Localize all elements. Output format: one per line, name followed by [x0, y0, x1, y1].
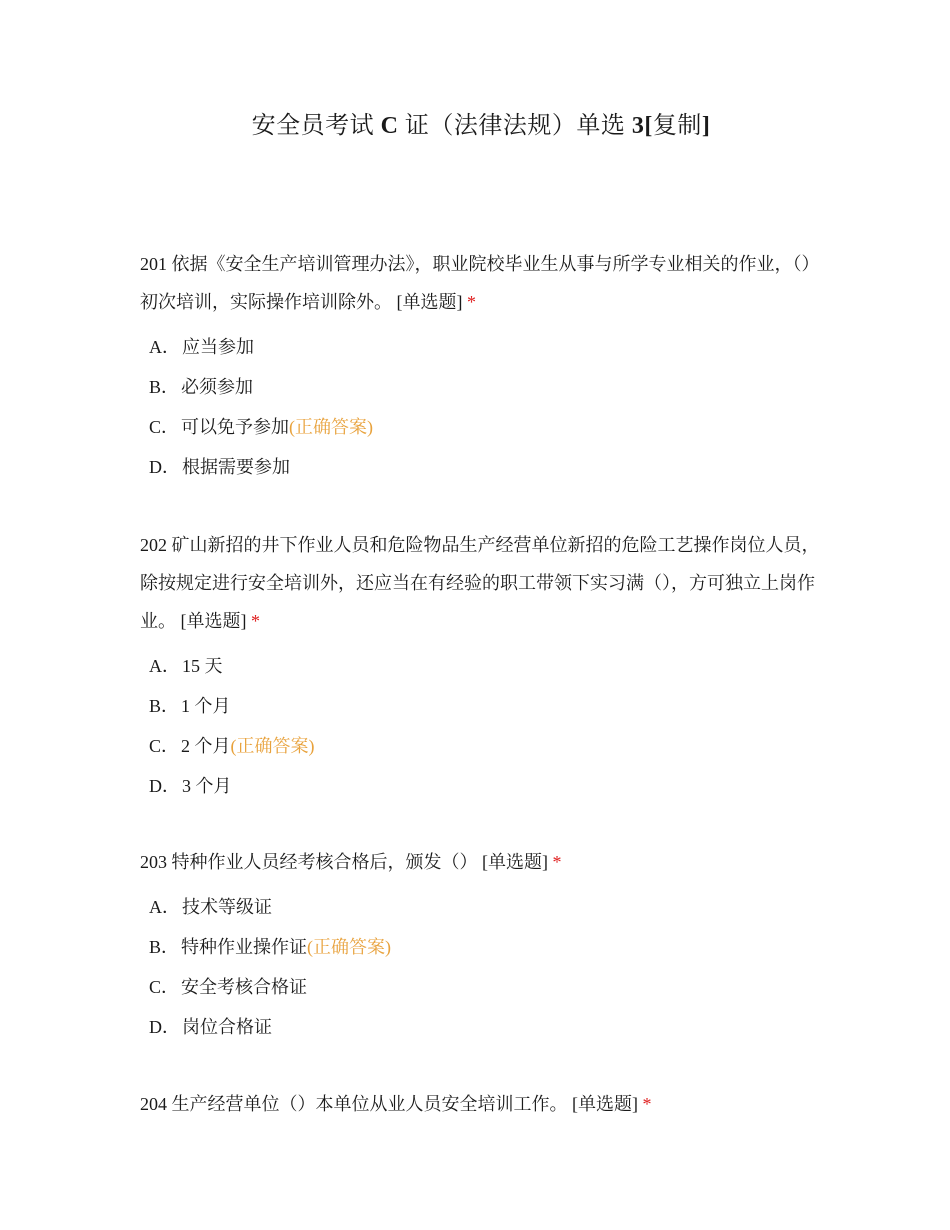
option-item[interactable] — [140, 927, 820, 967]
question-body: 生产经营单位（）本单位从业人员安全培训工作。 — [171, 1094, 568, 1114]
option-text: 安全考核合格证 — [181, 977, 308, 997]
option-letter: C． — [149, 977, 180, 997]
option-letter: D． — [149, 1017, 180, 1037]
title-part: 3[ — [631, 113, 653, 139]
question-body: 依据《安全生产培训管理办法》，职业院校毕业生从事与所学专业相关的作业，（）初次培训，实际操作培训除外。 — [140, 254, 820, 312]
page-title — [0, 108, 950, 144]
question-block — [140, 245, 820, 487]
option-item[interactable] — [140, 447, 820, 487]
question-block — [140, 843, 820, 1047]
option-text: 15 天 — [182, 656, 223, 676]
question-number: 201 — [140, 254, 167, 274]
required-mark: * — [642, 1094, 652, 1114]
question-block — [140, 1085, 820, 1123]
option-letter: A． — [149, 337, 180, 357]
option-text: 岗位合格证 — [182, 1017, 272, 1037]
question-text — [140, 1085, 820, 1123]
option-letter: C． — [149, 736, 180, 756]
option-text: 根据需要参加 — [182, 457, 290, 477]
option-item[interactable] — [140, 327, 820, 367]
required-mark: * — [552, 852, 562, 872]
option-text: 应当参加 — [182, 337, 254, 357]
question-number: 202 — [140, 535, 167, 555]
option-text: 1 个月 — [181, 696, 231, 716]
question-type-label: [单选题] — [572, 1094, 638, 1114]
title-part: 复制 — [652, 113, 702, 139]
option-item[interactable] — [140, 726, 820, 766]
option-item[interactable] — [140, 686, 820, 726]
option-item[interactable] — [140, 646, 820, 686]
correct-answer-label: (正确答案) — [307, 937, 392, 957]
option-letter: A． — [149, 897, 180, 917]
option-item[interactable] — [140, 1007, 820, 1047]
required-mark: * — [251, 611, 260, 631]
question-number: 203 — [140, 852, 167, 872]
question-type-label: [单选题] — [482, 852, 548, 872]
option-letter: D． — [149, 776, 180, 796]
option-letter: A． — [149, 656, 180, 676]
option-text: 3 个月 — [182, 776, 232, 796]
option-list — [140, 646, 820, 806]
option-list — [140, 327, 820, 487]
question-text — [140, 526, 820, 640]
option-text: 可以免予参加 — [181, 417, 290, 437]
option-letter: B． — [149, 377, 180, 397]
option-text: 技术等级证 — [182, 897, 272, 917]
option-text: 必须参加 — [181, 377, 254, 397]
option-list — [140, 887, 820, 1047]
question-type-label: [单选题] — [180, 611, 247, 631]
option-letter: C． — [149, 417, 180, 437]
title-part: ] — [701, 113, 711, 139]
required-mark: * — [467, 292, 476, 312]
option-text: 2 个月 — [181, 736, 231, 756]
option-letter: B． — [149, 937, 180, 957]
option-item[interactable] — [140, 766, 820, 806]
option-item[interactable] — [140, 887, 820, 927]
title-part: C — [380, 113, 399, 139]
correct-answer-label: (正确答案) — [289, 417, 374, 437]
question-body: 矿山新招的井下作业人员和危险物品生产经营单位新招的危险工艺操作岗位人员，除按规定进行安全培训外，还应当在有经验的职工带领下实习满（），方可独立上岗作业。 — [140, 535, 820, 631]
option-text: 特种作业操作证 — [181, 937, 308, 957]
option-item[interactable] — [140, 407, 820, 447]
question-text — [140, 843, 820, 881]
correct-answer-label: (正确答案) — [230, 736, 315, 756]
question-body: 特种作业人员经考核合格后，颁发（） — [171, 852, 478, 872]
title-part: 证（法律法规）单选 — [404, 113, 626, 139]
question-number: 204 — [140, 1094, 167, 1114]
title-part: 安全员考试 — [251, 113, 375, 139]
question-block — [140, 526, 820, 806]
option-letter: B． — [149, 696, 180, 716]
question-text — [140, 245, 820, 321]
option-letter: D． — [149, 457, 180, 477]
option-item[interactable] — [140, 967, 820, 1007]
question-type-label: [单选题] — [396, 292, 463, 312]
option-item[interactable] — [140, 367, 820, 407]
